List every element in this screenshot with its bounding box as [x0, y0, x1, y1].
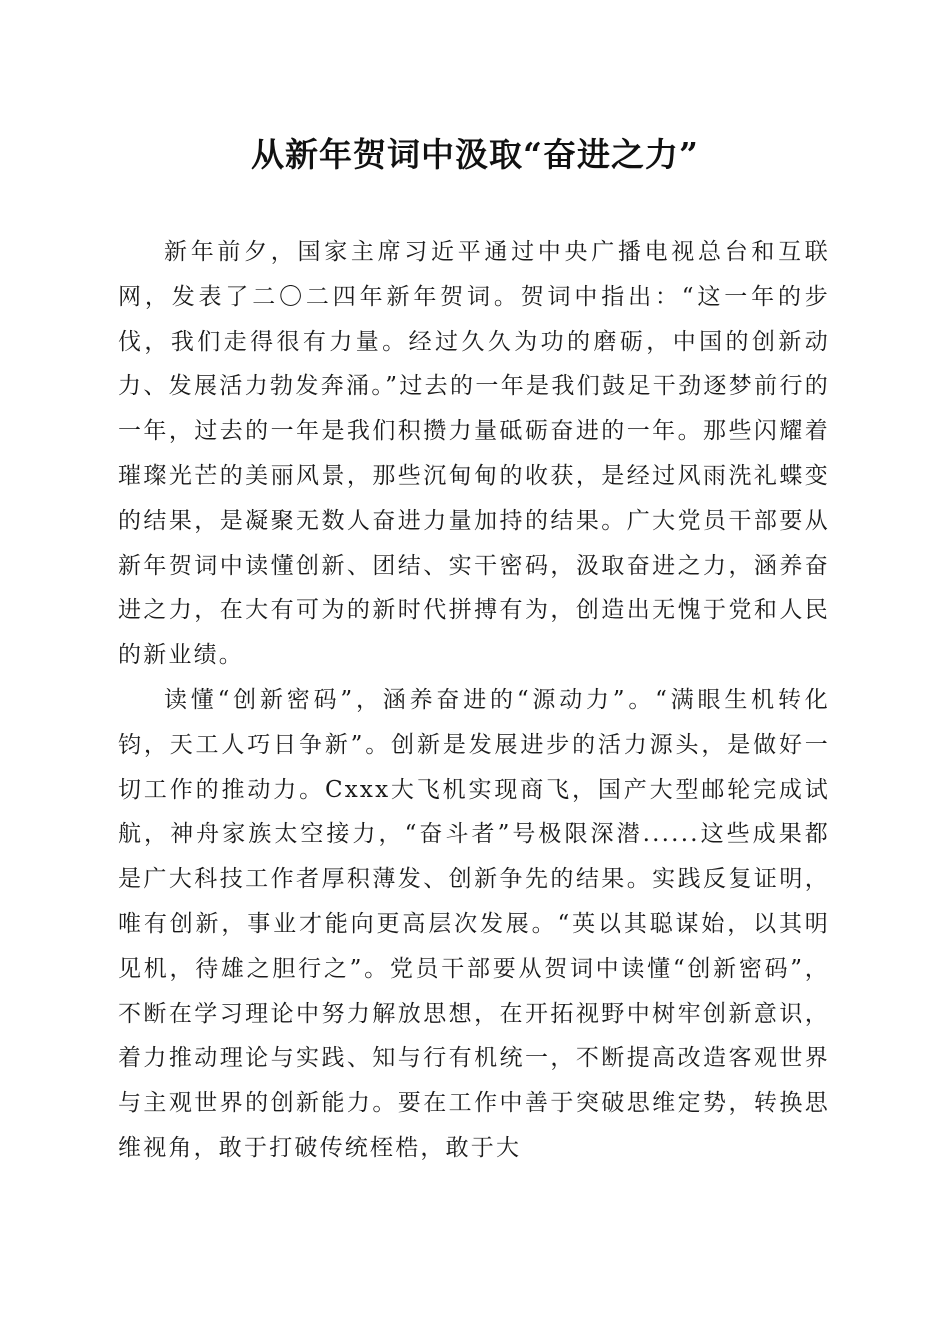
paragraph-innovation: 读懂“创新密码”，涵养奋进的“源动力”。“满眼生机转化钧，天工人巧日争新”。创新是发展进步的活力源头，是做好一切工作的推动力。Cxxx大飞机实现商飞，国产大型邮轮完成试航，神舟家族太空接力，“奋斗者”号极限深潜......这些成果都是广大科技工作者厚积薄发、创新争先的结果。实践反复证明，唯有创新，事业才能向更高层次发展。“英以其聪谋始，以其明见机，待雄之胆行之”。党员干部要从贺词中读懂“创新密码”，不断在学习理论中努力解放思想，在开拓视野中树牢创新意识，着力推动理论与实践、知与行有机统一，不断提高改造客观世界与主观世界的创新能力。要在工作中善于突破思维定势，转换思维视角，敢于打破传统桎梏，敢于大 — [118, 686, 830, 1161]
article-body — [118, 230, 830, 1171]
paragraph-intro: 新年前夕，国家主席习近平通过中央广播电视总台和互联网，发表了二〇二四年新年贺词。贺词中指出：“这一年的步伐，我们走得很有力量。经过久久为功的磨砺，中国的创新动力、发展活力勃发奔涌。”过去的一年是我们鼓足干劲逐梦前行的一年，过去的一年是我们积攒力量砥砺奋进的一年。那些闪耀着璀璨光芒的美丽风景，那些沉甸甸的收获，是经过风雨洗礼蝶变的结果，是凝聚无数人奋进力量加持的结果。广大党员干部要从新年贺词中读懂创新、团结、实干密码，汲取奋进之力，涵养奋进之力，在大有可为的新时代拼搏有为，创造出无愧于党和人民的新业绩。 — [118, 239, 830, 669]
page-title: 从新年贺词中汲取“奋进之力” — [251, 135, 699, 174]
